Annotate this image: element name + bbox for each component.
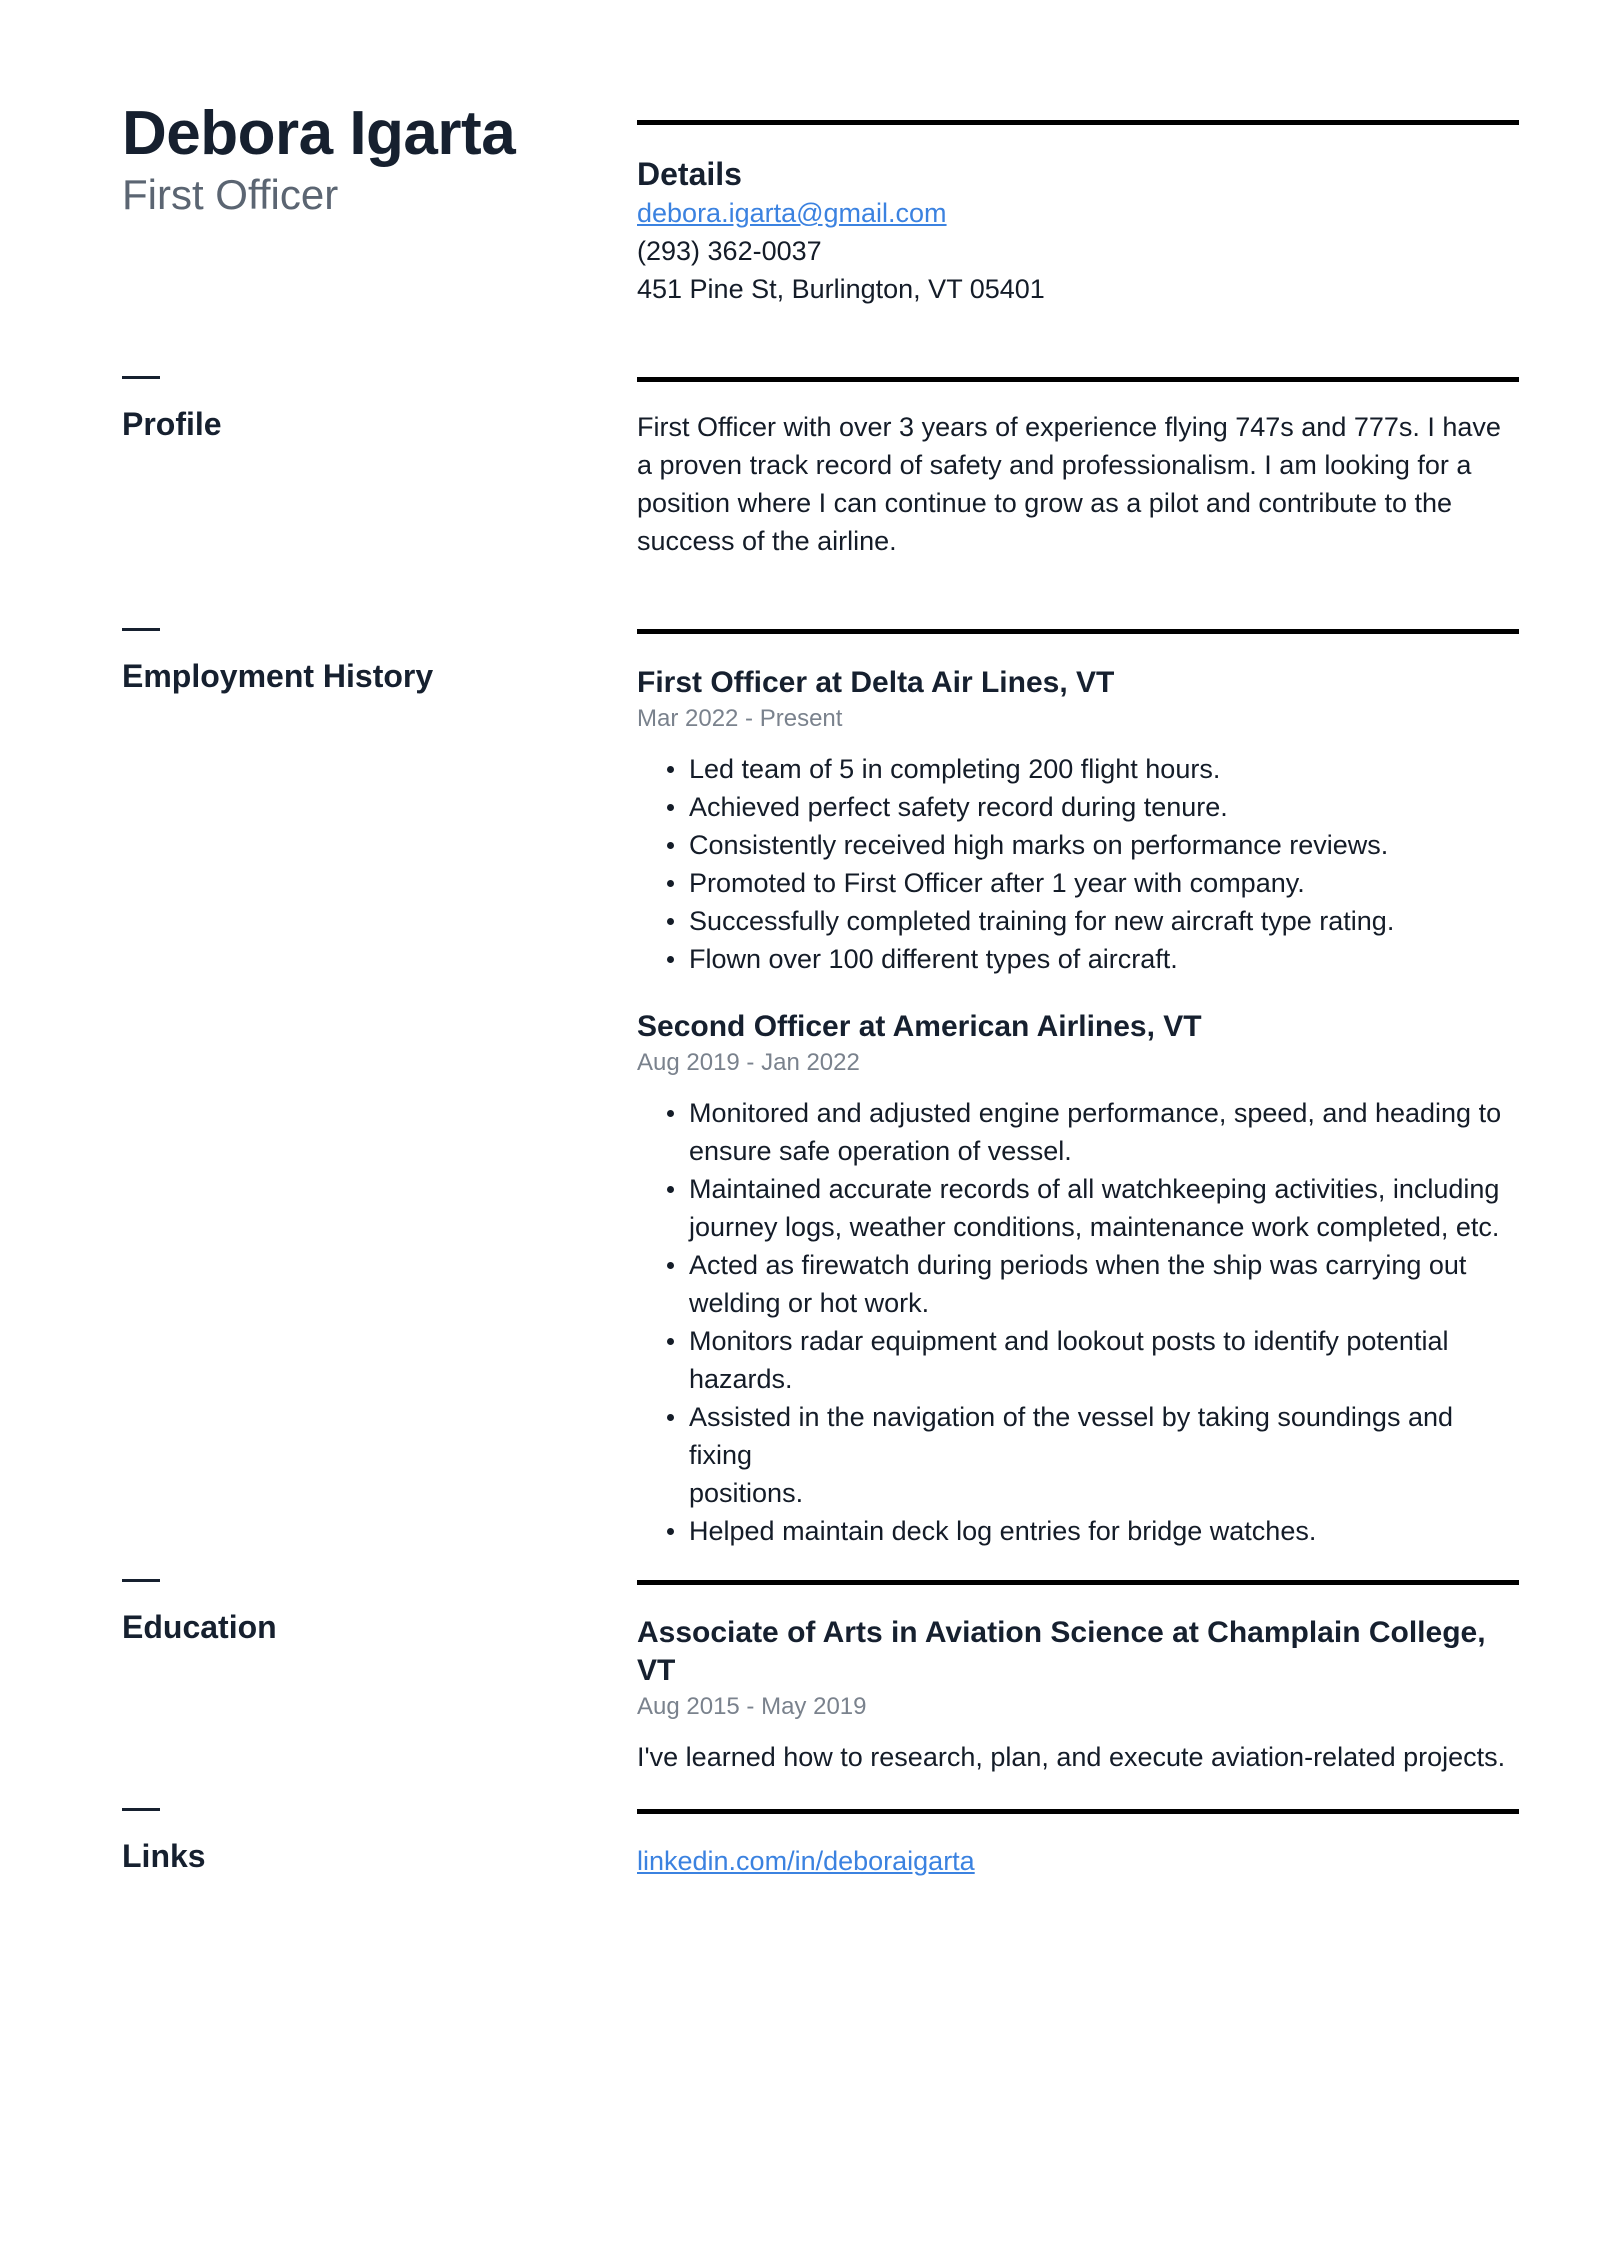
- profile-line: a proven track record of safety and professionalism. I am looking for a: [637, 450, 1472, 480]
- list-item: Acted as firewatch during periods when the ship was carrying out welding or hot work.: [637, 1246, 1519, 1322]
- profile-section: [637, 408, 1519, 560]
- resume-header: [122, 98, 582, 220]
- job-entry: [637, 1008, 1519, 1550]
- education-rule: [637, 1580, 1519, 1585]
- list-item: Monitored and adjusted engine performance, speed, and heading to ensure safe operation of vessel.: [637, 1094, 1519, 1170]
- education-dates: Aug 2015 - May 2019: [637, 1693, 867, 1720]
- list-item: Consistently received high marks on performance reviews.: [637, 826, 1519, 864]
- bullet-dot-icon: [667, 880, 674, 887]
- details-section: [637, 154, 1519, 308]
- education-entry: [637, 1614, 1519, 1776]
- bullet-dot-icon: [667, 1338, 674, 1345]
- candidate-title: First Officer: [122, 171, 339, 218]
- job-bullets: [637, 1094, 1519, 1550]
- details-rule: [637, 120, 1519, 125]
- bullet-dot-icon: [667, 842, 674, 849]
- bullet-dot-icon: [667, 1414, 674, 1421]
- links-section: [637, 1842, 1519, 1880]
- linkedin-link[interactable]: linkedin.com/in/deboraigarta: [637, 1846, 975, 1876]
- employment-label: Employment History: [122, 658, 434, 694]
- profile-line: position where I can continue to grow as a pilot and contribute to the: [637, 488, 1453, 518]
- job-dates: Aug 2019 - Jan 2022: [637, 1049, 860, 1076]
- links-dash: [122, 1808, 160, 1811]
- job-entry: [637, 664, 1519, 978]
- job-dates: Mar 2022 - Present: [637, 705, 843, 732]
- profile-line: First Officer with over 3 years of experience flying 747s and 777s. I have: [637, 412, 1501, 442]
- education-dash: [122, 1579, 160, 1582]
- bullet-dot-icon: [667, 1528, 674, 1535]
- bullet-dot-icon: [667, 918, 674, 925]
- list-item: Successfully completed training for new aircraft type rating.: [637, 902, 1519, 940]
- employment-dash: [122, 628, 160, 631]
- job-title: Second Officer at American Airlines, VT: [637, 1010, 1202, 1043]
- job-title: First Officer at Delta Air Lines, VT: [637, 666, 1115, 699]
- links-label: Links: [122, 1838, 206, 1874]
- list-item: Monitors radar equipment and lookout posts to identify potential hazards.: [637, 1322, 1519, 1398]
- list-item: Helped maintain deck log entries for bridge watches.: [637, 1512, 1519, 1550]
- bullet-dot-icon: [667, 804, 674, 811]
- education-description: I've learned how to research, plan, and execute aviation-related projects.: [637, 1742, 1506, 1772]
- email-link[interactable]: debora.igarta@gmail.com: [637, 198, 947, 228]
- candidate-name: Debora Igarta: [122, 99, 516, 168]
- bullet-dot-icon: [667, 766, 674, 773]
- list-item: Achieved perfect safety record during tenure.: [637, 788, 1519, 826]
- list-item: Led team of 5 in completing 200 flight hours.: [637, 750, 1519, 788]
- list-item: Assisted in the navigation of the vessel by taking soundings and fixing positions.: [637, 1398, 1519, 1512]
- profile-rule: [637, 377, 1519, 382]
- links-rule: [637, 1809, 1519, 1814]
- profile-label: Profile: [122, 406, 222, 442]
- bullet-dot-icon: [667, 1262, 674, 1269]
- details-heading: Details: [637, 156, 742, 192]
- degree-title: Associate of Arts in Aviation Science at Champlain College, VT: [637, 1616, 1486, 1687]
- list-item: Flown over 100 different types of aircraft.: [637, 940, 1519, 978]
- employment-rule: [637, 629, 1519, 634]
- address: 451 Pine St, Burlington, VT 05401: [637, 274, 1045, 304]
- bullet-dot-icon: [667, 956, 674, 963]
- list-item: Maintained accurate records of all watchkeeping activities, including journey logs, weather conditions, maintenance work completed, etc.: [637, 1170, 1519, 1246]
- bullet-dot-icon: [667, 1186, 674, 1193]
- profile-line: success of the airline.: [637, 526, 897, 556]
- list-item: Promoted to First Officer after 1 year with company.: [637, 864, 1519, 902]
- phone-number: (293) 362-0037: [637, 236, 822, 266]
- education-label: Education: [122, 1609, 277, 1645]
- job-bullets: [637, 750, 1519, 978]
- bullet-dot-icon: [667, 1110, 674, 1117]
- profile-dash: [122, 376, 160, 379]
